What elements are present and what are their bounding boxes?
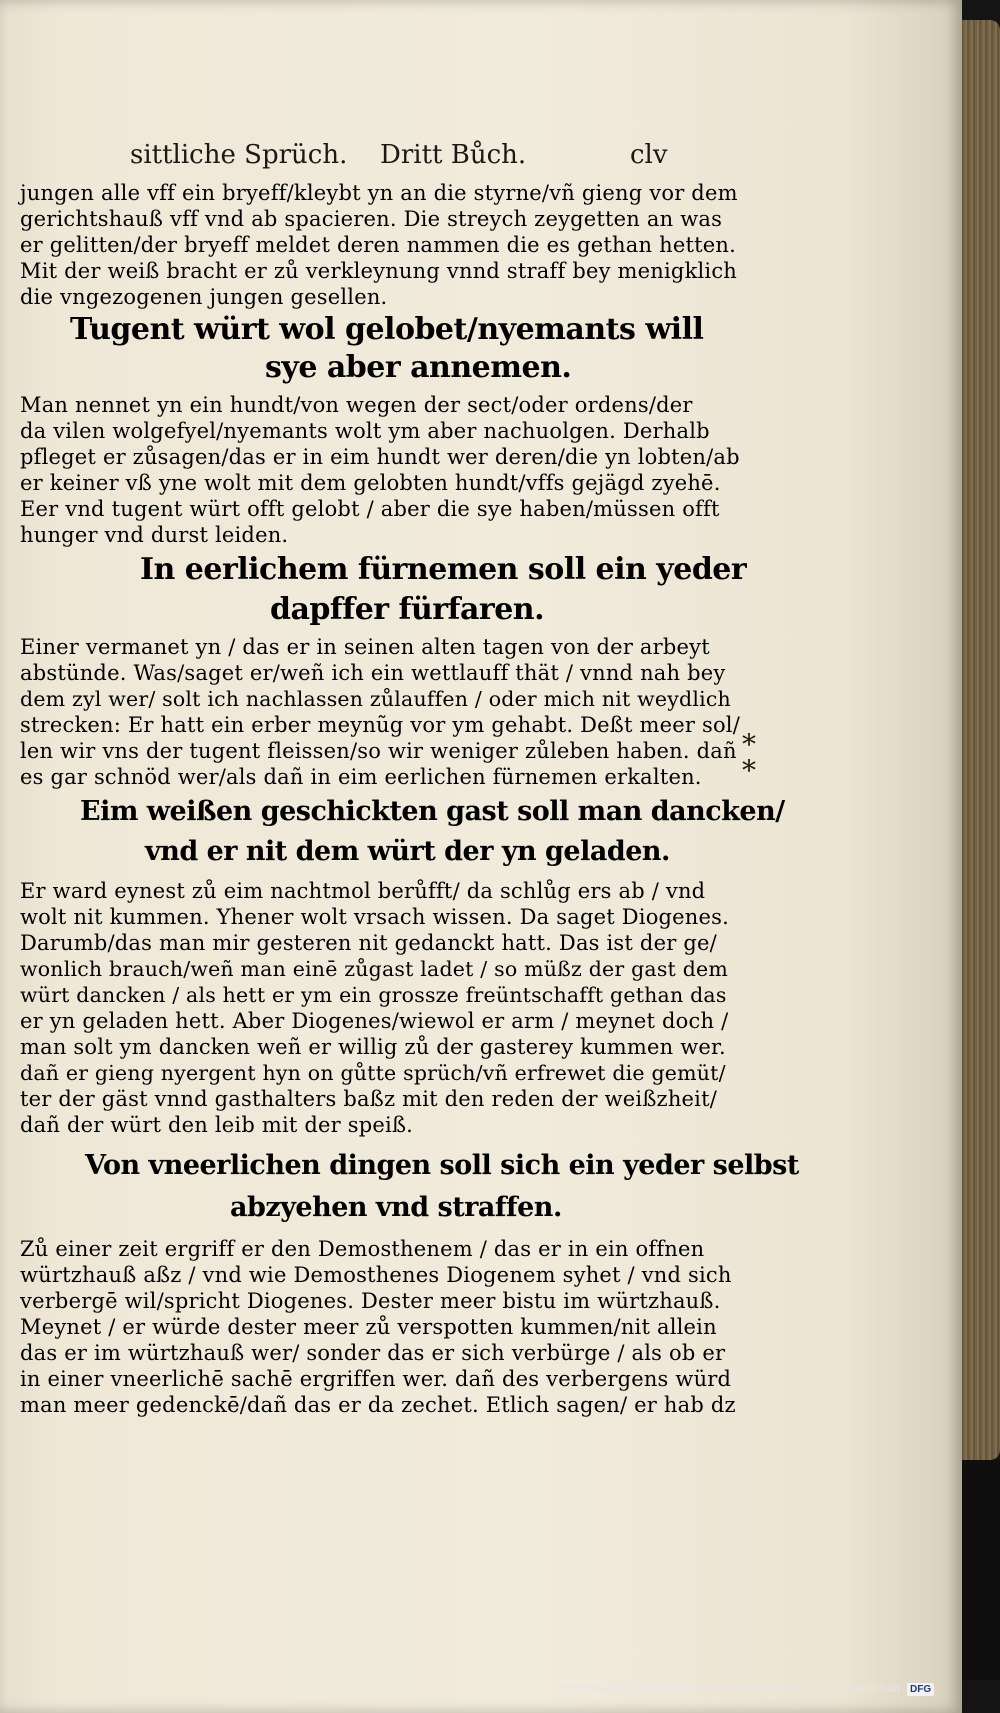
margin-asterisk: * <box>742 728 756 761</box>
section-heading: sye aber annemen. <box>265 350 572 385</box>
text-line: das er im würtzhauß wer/ sonder das er sich verbürge / als ob er <box>20 1341 726 1365</box>
section-heading: Von vneerlichen dingen soll sich ein yeder selbst <box>85 1150 799 1181</box>
section-heading: vnd er nit dem würt der yn geladen. <box>145 836 670 867</box>
text-line: Meynet / er würde dester meer zů verspotten kummen/nit allein <box>20 1315 717 1339</box>
margin-asterisk: * <box>742 754 756 787</box>
section-heading: Eim weißen geschickten gast soll man dancken/ <box>80 796 785 827</box>
text-line: dañ er gieng nyergent hyn on gůtte sprüch/vñ erfrewet die gemüt/ <box>20 1061 726 1085</box>
text-line: wonlich brauch/weñ man einē zůgast ladet / so müßz der gast dem <box>20 957 729 981</box>
text-line: hunger vnd durst leiden. <box>20 523 289 547</box>
text-line: gerichtshauß vff vnd ab spacieren. Die streych zeygetten an was <box>20 207 723 231</box>
text-line: Eer vnd tugent würt offt gelobt / aber die sye haben/müssen offt <box>20 497 720 521</box>
text-line: würtzhauß aßz / vnd wie Demosthenes Diogenem syhet / vnd sich <box>20 1263 732 1287</box>
text-line: es gar schnöd wer/als dañ in eim eerlichen fürnemen erkalten. <box>20 765 702 789</box>
text-line: jungen alle vff ein bryeff/kleybt yn an die styrne/vñ gieng vor dem <box>20 181 738 205</box>
text-line: dem zyl wer/ solt ich nachlassen zůlauffen / oder mich nit weydlich <box>20 687 731 711</box>
section-heading: Tugent würt wol gelobet/nyemants will <box>70 312 704 347</box>
book-title: Dritt Bůch. <box>380 140 527 170</box>
dfg-logo: DFG <box>907 1683 934 1696</box>
text-line: strecken: Er hatt ein erber meynũg vor ym gehabt. Deßt meer sol/ <box>20 713 741 737</box>
text-line: man meer gedenckē/dañ das er da zechet. Etlich sagen/ er hab dz <box>20 1393 736 1417</box>
text-line: er gelitten/der bryeff meldet deren nammen die es gethan hetten. <box>20 233 736 257</box>
text-line: die vngezogenen jungen gesellen. <box>20 285 388 309</box>
text-line: Er ward eynest zů eim nachtmol berůfft/ da schlůg ers ab / vnd <box>20 879 706 903</box>
text-line: er keiner vß yne wolt mit dem gelobten hundt/vffs gejägd zyehē. <box>20 471 721 495</box>
text-line: da vilen wolgefyel/nyemants wolt ym aber nachuolgen. Derhalb <box>20 419 710 443</box>
text-line: Einer vermanet yn / das er in seinen alten tagen von der arbeyt <box>20 635 710 659</box>
text-line: pfleget er zůsagen/das er in eim hundt wer deren/die yn lobten/ab <box>20 445 740 469</box>
page-header <box>110 140 790 180</box>
section-heading: dapffer fürfaren. <box>270 592 545 627</box>
text-line: Mit der weiß bracht er zů verkleynung vnnd straff bey menigklich <box>20 259 738 283</box>
text-line: man solt ym dancken weñ er willig zů der gasterey kummen wer. <box>20 1035 726 1059</box>
digitization-credit <box>560 1683 960 1705</box>
credit-text: Digitalisierung gefördert durch die Deutsche Forschungsgemeinschaft <box>560 1683 900 1695</box>
text-line: in einer vneerlichē sachē ergriffen wer. dañ des verbergens würd <box>20 1367 732 1391</box>
text-line: Man nennet yn ein hundt/von wegen der sect/oder ordens/der <box>20 393 693 417</box>
text-line: ter der gäst vnnd gasthalters baßz mit den reden der weißzheit/ <box>20 1087 718 1111</box>
page-number: clv <box>630 140 668 170</box>
text-line: würt dancken / als hett er ym ein grossze freüntschafft gethan das <box>20 983 727 1007</box>
text-line: er yn geladen hett. Aber Diogenes/wiewol er arm / meynet doch / <box>20 1009 729 1033</box>
running-title: sittliche Sprüch. <box>130 140 348 170</box>
text-line: Zů einer zeit ergriff er den Demosthenem / das er in ein offnen <box>20 1237 705 1261</box>
text-line: abstünde. Was/saget er/weñ ich ein wettlauff thät / vnnd nah bey <box>20 661 726 685</box>
text-line: wolt nit kummen. Yhener wolt vrsach wissen. Da saget Diogenes. <box>20 905 730 929</box>
text-line: Darumb/das man mir gesteren nit gedanckt hatt. Das ist der ge/ <box>20 931 717 955</box>
book-fore-edge <box>958 20 1000 1460</box>
text-line: dañ der würt den leib mit der speiß. <box>20 1113 414 1137</box>
text-line: verbergē wil/spricht Diogenes. Dester meer bistu im würtzhauß. <box>20 1289 721 1313</box>
section-heading: In eerlichem fürnemen soll ein yeder <box>140 552 747 587</box>
text-line: len wir vns der tugent fleissen/so wir weniger zůleben haben. dañ <box>20 739 737 763</box>
section-heading: abzyehen vnd straffen. <box>230 1192 562 1223</box>
